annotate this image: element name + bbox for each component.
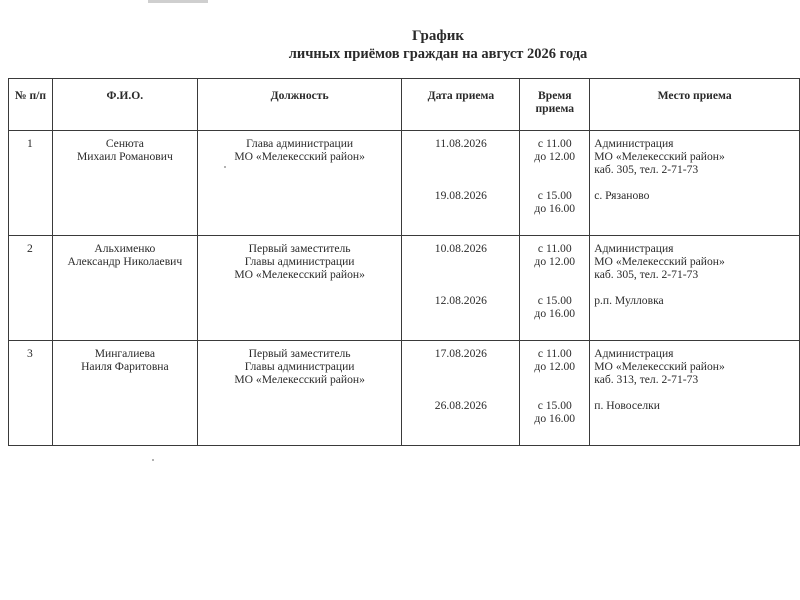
position-line3: МО «Мелекесский район»: [234, 373, 365, 386]
position-cell: [197, 131, 402, 236]
visit-place: [594, 131, 799, 183]
time-to: до 16.00: [534, 307, 576, 320]
position-cell: [197, 341, 402, 446]
visit-date: 12.08.2026: [434, 294, 487, 307]
position-line1: Первый заместитель: [248, 347, 351, 360]
page-title: График: [411, 28, 465, 44]
page-subtitle: личных приёмов граждан на август 2026 года: [288, 46, 588, 62]
time-cell: [520, 341, 590, 446]
header-position: Должность: [197, 79, 402, 131]
place-line3: каб. 305, тел. 2-71-73: [594, 268, 699, 281]
place-cell: [590, 341, 800, 446]
visit-place: [594, 236, 799, 288]
visit-date: 10.08.2026: [434, 242, 487, 255]
time-cell: [520, 236, 590, 341]
date-cell: [402, 236, 520, 341]
time-to: до 16.00: [534, 412, 576, 425]
position-line2: Главы администрации: [244, 360, 355, 373]
row-num: 3: [27, 347, 33, 360]
time-to: до 12.00: [534, 255, 576, 268]
visit-date: 26.08.2026: [434, 399, 487, 412]
table-row: [9, 236, 800, 341]
visit-date: 11.08.2026: [435, 137, 487, 150]
schedule-table: [8, 78, 800, 446]
time-to: до 16.00: [534, 202, 576, 215]
time-from: с 15.00: [537, 189, 572, 202]
place-cell: [590, 131, 800, 236]
position-line2: Главы администрации: [244, 255, 355, 268]
visit-date: 19.08.2026: [434, 189, 487, 202]
scan-speck: [152, 459, 154, 461]
row-num-cell: [9, 236, 53, 341]
place-line1: с. Рязаново: [594, 189, 650, 202]
time-from: с 15.00: [537, 399, 572, 412]
place-line3: каб. 313, тел. 2-71-73: [594, 373, 699, 386]
place-line1: п. Новоселки: [594, 399, 660, 412]
row-num-cell: [9, 131, 53, 236]
table-row: [9, 131, 800, 236]
header-num: № п/п: [9, 79, 53, 131]
place-line1: Администрация: [594, 137, 674, 150]
fio-surname: Мингалиева: [94, 347, 156, 360]
place-line2: МО «Мелекесский район»: [594, 150, 725, 163]
position-cell: [197, 236, 402, 341]
place-line1: Администрация: [594, 347, 674, 360]
fio-cell: [52, 341, 197, 446]
time-cell: [520, 131, 590, 236]
place-line2: МО «Мелекесский район»: [594, 360, 725, 373]
time-from: с 15.00: [537, 294, 572, 307]
visit-place: [594, 288, 799, 340]
time-from: с 11.00: [537, 242, 572, 255]
time-to: до 12.00: [534, 360, 576, 373]
visit-time: [520, 393, 589, 445]
place-line1: Администрация: [594, 242, 674, 255]
time-to: до 12.00: [534, 150, 576, 163]
time-from: с 11.00: [537, 347, 572, 360]
scan-speck: [224, 166, 226, 168]
fio-name: Наиля Фаритовна: [81, 360, 169, 373]
header-place: Место приема: [590, 79, 800, 131]
date-cell: [402, 341, 520, 446]
visit-date: 17.08.2026: [434, 347, 487, 360]
row-num: 2: [27, 242, 33, 255]
visit-time: [520, 236, 589, 288]
visit-place: [594, 183, 799, 235]
header-fio: Ф.И.О.: [52, 79, 197, 131]
position-line1: Первый заместитель: [248, 242, 351, 255]
visit-time: [520, 183, 589, 235]
fio-cell: [52, 236, 197, 341]
row-num: 1: [27, 137, 33, 150]
place-line1: р.п. Мулловка: [594, 294, 664, 307]
fio-name: Михаил Романович: [76, 150, 173, 163]
header-time: Время приема: [520, 79, 590, 131]
position-line2: МО «Мелекесский район»: [234, 150, 365, 163]
visit-time: [520, 131, 589, 183]
visit-place: [594, 393, 799, 445]
position-line1: Глава администрации: [246, 137, 354, 150]
fio-name: Александр Николаевич: [67, 255, 183, 268]
scan-mark: [148, 0, 208, 3]
position-line3: МО «Мелекесский район»: [234, 268, 365, 281]
fio-cell: [52, 131, 197, 236]
fio-surname: Альхименко: [94, 242, 156, 255]
visit-time: [520, 341, 589, 393]
place-cell: [590, 236, 800, 341]
time-from: с 11.00: [537, 137, 572, 150]
visit-place: [594, 341, 799, 393]
header-date: Дата приема: [402, 79, 520, 131]
visit-time: [520, 288, 589, 340]
place-line2: МО «Мелекесский район»: [594, 255, 725, 268]
fio-surname: Сенюта: [105, 137, 144, 150]
table-header-row: [9, 79, 800, 131]
row-num-cell: [9, 341, 53, 446]
date-cell: [402, 131, 520, 236]
table-row: [9, 341, 800, 446]
place-line3: каб. 305, тел. 2-71-73: [594, 163, 699, 176]
